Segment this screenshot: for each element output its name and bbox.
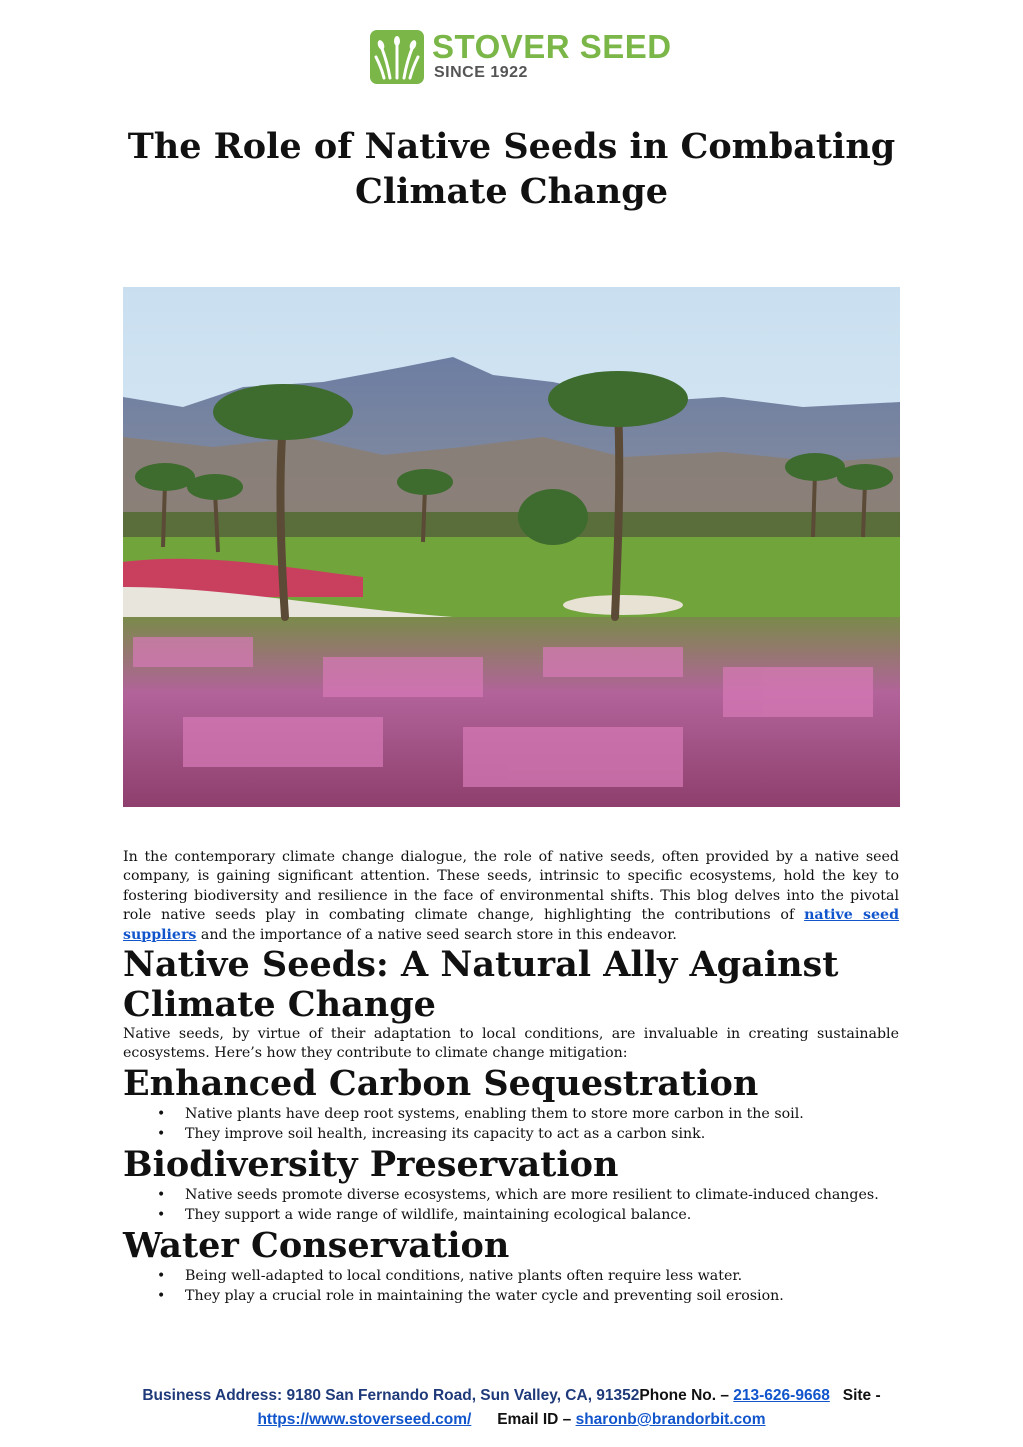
seed-stalk-icon bbox=[370, 30, 424, 84]
phone-link[interactable]: 213-626-9668 bbox=[733, 1387, 830, 1404]
carbon-bullet-list bbox=[123, 1104, 899, 1145]
email-label: Email ID – bbox=[497, 1411, 576, 1428]
business-address: Business Address: 9180 San Fernando Road, Sun Valley, CA, 91352 bbox=[142, 1387, 640, 1404]
logo-wordmark: STOVER SEED bbox=[432, 28, 672, 65]
page-footer bbox=[100, 1384, 923, 1432]
website-link[interactable]: https://www.stoverseed.com/ bbox=[257, 1411, 472, 1428]
water-bullet-list bbox=[123, 1266, 899, 1307]
heading-biodiversity-preservation: Biodiversity Preservation bbox=[123, 1143, 619, 1185]
title-line-1: The Role of Native Seeds in Combating bbox=[127, 126, 896, 167]
section-heading-line-1: Native Seeds: A Natural Ally Against bbox=[123, 944, 839, 986]
list-item: • Native seeds promote diverse ecosystems, which are more resilient to climate-induced changes. bbox=[185, 1185, 899, 1206]
biodiversity-bullet-list bbox=[123, 1185, 899, 1226]
list-item: • Native plants have deep root systems, enabling them to store more carbon in the soil. bbox=[185, 1104, 899, 1125]
list-item: • They improve soil health, increasing its capacity to act as a carbon sink. bbox=[185, 1124, 899, 1145]
article-body bbox=[123, 848, 899, 1307]
email-link[interactable]: sharonb@brandorbit.com bbox=[575, 1411, 766, 1428]
section-heading-native-seeds bbox=[123, 945, 899, 1025]
heading-water-conservation: Water Conservation bbox=[123, 1224, 510, 1266]
intro-text: In the contemporary climate change dialogue, the role of native seeds, often provided by a native seed company, is gaining significant attention. These seeds, intrinsic to specific ecosystems, hold the key to fostering biodiversity and resilience in the face of environmental shifts. This blog delves into the pivotal role native seeds play in combating climate change, highlighting the contributions of bbox=[123, 849, 899, 924]
hero-landscape-image bbox=[123, 287, 900, 807]
list-item: • They play a crucial role in maintaining the water cycle and preventing soil erosion. bbox=[185, 1286, 899, 1307]
native-seed-suppliers-link[interactable]: native seed suppliers bbox=[123, 907, 900, 943]
logo-since: SINCE 1922 bbox=[434, 64, 528, 81]
page-title bbox=[80, 124, 943, 214]
heading-carbon-sequestration: Enhanced Carbon Sequestration bbox=[123, 1062, 759, 1104]
stover-seed-logo bbox=[370, 28, 672, 86]
site-label: Site - bbox=[842, 1387, 881, 1404]
list-item: • Being well-adapted to local conditions, native plants often require less water. bbox=[185, 1266, 899, 1287]
intro-text-end: and the importance of a native seed search store in this endeavor. bbox=[196, 926, 677, 943]
section-heading-line-2: Climate Change bbox=[123, 984, 436, 1026]
section-paragraph: Native seeds, by virtue of their adaptation to local conditions, are invaluable in creating sustainable ecosystems. Here’s how they contribute to climate change mitigation: bbox=[123, 1026, 899, 1062]
phone-label: Phone No. – bbox=[639, 1387, 734, 1404]
intro-paragraph bbox=[123, 848, 899, 945]
list-item: • They support a wide range of wildlife, maintaining ecological balance. bbox=[185, 1205, 899, 1226]
title-line-2: Climate Change bbox=[355, 171, 668, 212]
